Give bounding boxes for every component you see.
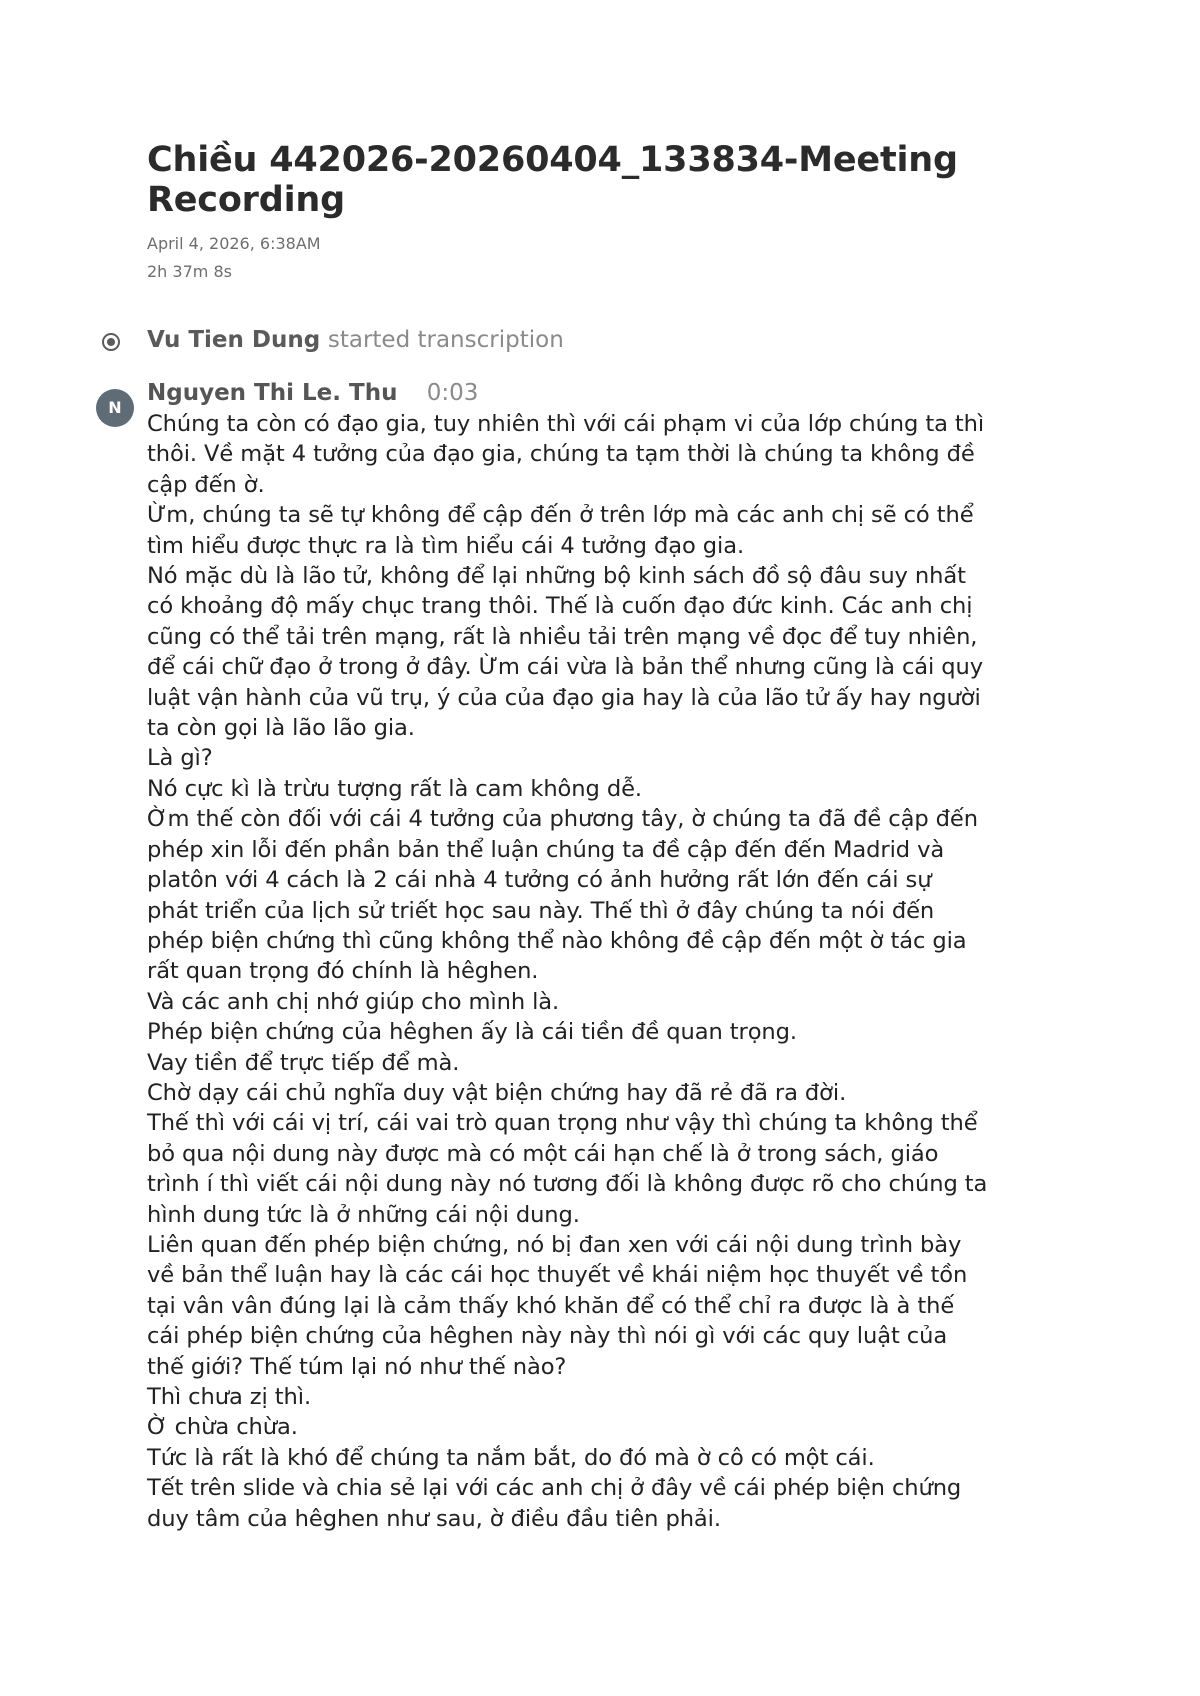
transcript-line: để cái chữ đạo ở trong ở đây. Ừm cái vừa là bản thể nhưng cũng là cái quy [147, 654, 984, 681]
transcript-line: cập đến ờ. [147, 471, 265, 498]
transcript-line: thôi. Về mặt 4 tưởng của đạo gia, chúng ta tạm thời là chúng ta không đề [147, 441, 975, 468]
transcript-line: phép xin lỗi đến phần bản thể luận chúng ta đề cập đến đến Madrid và [147, 836, 945, 863]
transcript-line: Tết trên slide và chia sẻ lại với các anh chị ở đây về cái phép biện chứng [147, 1475, 962, 1502]
transcript-line: phát triển của lịch sử triết học sau này. Thế thì ở đây chúng ta nói đến [147, 897, 935, 924]
transcript-line: platôn với 4 cách là 2 cái nhà 4 tưởng có ảnh hưởng rất lớn đến cái sự [147, 867, 932, 894]
transcript-line: Chờ dạy cái chủ nghĩa duy vật biện chứng hay đã rẻ đã ra đời. [147, 1079, 847, 1106]
transcript-line: ta còn gọi là lão lão gia. [147, 715, 415, 742]
event-user-name: Vu Tien Dung [147, 327, 321, 353]
transcript-line: Ờ chừa chừa. [147, 1414, 298, 1441]
document-title [147, 140, 1077, 220]
transcript-line: có khoảng độ mấy chục trang thôi. Thế là cuốn đạo đức kinh. Các anh chị [147, 593, 973, 620]
transcript-line: Là gì? [147, 745, 213, 772]
transcript-line: bỏ qua nội dung này được mà có một cái hạn chế là ở trong sách, giáo [147, 1140, 939, 1167]
transcript-line: luật vận hành của vũ trụ, ý của của đạo gia hay là của lão tử ấy hay người [147, 684, 981, 711]
meeting-date: April 4, 2026, 6:38AM [147, 234, 321, 253]
transcript-line: tại vân vân đúng lại là cảm thấy khó khăn để có thể chỉ ra được là à thế [147, 1292, 955, 1319]
transcription-started-event [147, 324, 1077, 355]
transcript-text [147, 409, 1077, 1534]
transcript-line: Tức là rất là khó để chúng ta nắm bắt, do đó mà ờ cô có một cái. [147, 1444, 875, 1471]
document-title-line-1: Chiều 442026-20260404_133834-Meeting [147, 140, 958, 180]
transcript-line: Thì chưa zị thì. [147, 1384, 312, 1410]
transcript-line: Vay tiền để trực tiếp để mà. [147, 1049, 460, 1076]
transcript-line: duy tâm của hêghen như sau, ờ điều đầu tiên phải. [147, 1505, 721, 1532]
transcript-entry [108, 379, 1077, 1534]
transcript-document [108, 140, 1077, 1534]
transcript-line: Nó cực kì là trừu tượng rất là cam không dễ. [147, 775, 642, 802]
transcript-line: trình í thì viết cái nội dung này nó tương đối là không được rõ cho chúng ta [147, 1171, 988, 1198]
transcript-line: Liên quan đến phép biện chứng, nó bị đan xen với cái nội dung trình bày [147, 1231, 962, 1258]
transcript-line: Ờm thế còn đối với cái 4 tưởng của phương tây, ờ chúng ta đã đề cập đến [147, 806, 978, 833]
transcript-line: Phép biện chứng của hêghen ấy là cái tiền đề quan trọng. [147, 1019, 797, 1046]
entry-timestamp: 0:03 [426, 380, 479, 406]
transcript-line: cái phép biện chứng của hêghen này này thì nói gì với các quy luật của [147, 1323, 948, 1350]
transcript-line: Chúng ta còn có đạo gia, tuy nhiên thì với cái phạm vi của lớp chúng ta thì [147, 411, 985, 437]
transcript-line: Thế thì với cái vị trí, cái vai trò quan trọng như vậy thì chúng ta không thể [147, 1110, 978, 1137]
transcript-line: rất quan trọng đó chính là hêghen. [147, 958, 539, 985]
transcript-line: phép biện chứng thì cũng không thể nào không đề cập đến một ờ tác gia [147, 927, 967, 954]
transcript-line: thế giới? Thế túm lại nó như thế nào? [147, 1353, 567, 1380]
transcript-line: cũng có thể tải trên mạng, rất là nhiều tải trên mạng về đọc để tuy nhiên, [147, 623, 978, 650]
transcript-line: Nó mặc dù là lão tử, không để lại những bộ kinh sách đồ sộ đâu suy nhất [147, 563, 966, 590]
transcript-line: về bản thể luận hay là các cái học thuyết về khái niệm học thuyết về tồn [147, 1262, 968, 1289]
record-icon [102, 333, 120, 351]
document-title-line-2: Recording [147, 180, 345, 220]
speaker-name: Nguyen Thi Le. Thu [147, 380, 398, 406]
transcript-line: Ừm, chúng ta sẽ tự không để cập đến ở trên lớp mà các anh chị sẽ có thể [147, 502, 974, 529]
meeting-duration: 2h 37m 8s [147, 262, 232, 281]
event-text: started transcription [327, 327, 564, 353]
avatar: N [96, 389, 134, 427]
speaker-header [147, 379, 1077, 407]
transcript-line: Và các anh chị nhớ giúp cho mình là. [147, 988, 560, 1015]
transcript-line: hình dung tức là ở những cái nội dung. [147, 1201, 580, 1228]
transcript-line: tìm hiểu được thực ra là tìm hiểu cái 4 tưởng đạo gia. [147, 532, 745, 559]
